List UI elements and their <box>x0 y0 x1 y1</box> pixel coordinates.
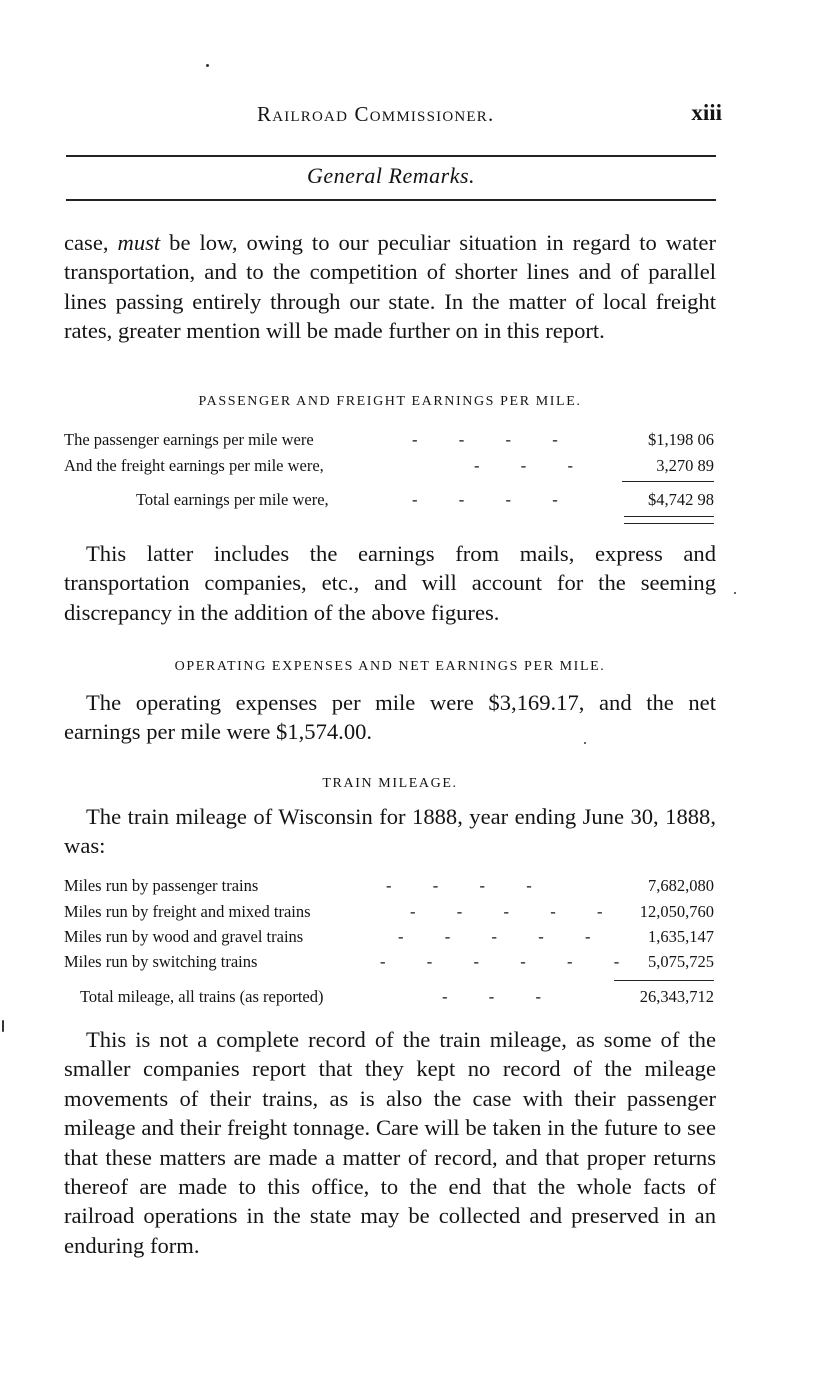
total-amount: 26,343,712 <box>639 987 714 1006</box>
leader-dashes: - - - - - - <box>380 952 620 971</box>
leader-dashes: - - - <box>442 987 541 1006</box>
print-speck <box>206 64 209 67</box>
earnings-note: This latter includes the earnings from mails, express and transportation companies, etc., and will account for the seeming discrepancy in the addition of the above figures. <box>64 541 716 625</box>
train-mileage-intro: The train mileage of Wisconsin for 1888, year ending June 30, 1888, was: <box>64 804 716 859</box>
running-title: Railroad Commissioner. <box>257 102 495 126</box>
intro-text-start: case, <box>64 230 118 255</box>
closing-paragraph: This is not a complete record of the train mileage, as some of the smaller companies report that they kept no record of the mileage movements of their trains, as is also the case with their passenger mileage and their freight tonnage. Care will be taken in the future to see that these matters are made a matter of record, and that proper returns thereof are made to this office, to the end that the whole facts of railroad operations in the state may be collected and preserved in an enduring form. <box>64 1027 716 1258</box>
table-row <box>64 874 716 898</box>
print-speck <box>2 1020 4 1032</box>
leader-dashes: - - - - - <box>398 927 591 946</box>
row-amount: 7,682,080 <box>648 876 714 895</box>
header-rule-top <box>66 155 716 157</box>
table-row <box>64 925 716 949</box>
row-amount: 1,635,147 <box>648 927 714 946</box>
row-label: Miles run by switching trains <box>64 952 258 971</box>
total-row <box>64 985 716 1009</box>
train-mileage-heading: TRAIN MILEAGE. <box>322 776 458 791</box>
leader-dashes: - - - - - <box>410 902 603 921</box>
total-label: Total mileage, all trains (as reported) <box>80 987 324 1006</box>
total-row <box>64 488 716 512</box>
row-label: And the freight earnings per mile were, <box>64 456 324 475</box>
leader-dashes: - - - <box>474 456 573 475</box>
row-label: Miles run by freight and mixed trains <box>64 902 311 921</box>
intro-text-rest: be low, owing to our peculiar situation in regard to water transportation, and to the competition of shorter lines and of parallel lines passing entirely through our state. In the matter of local freight rates, greater mention will be made further on in this report. <box>64 230 716 344</box>
print-speck <box>734 592 736 594</box>
row-label: The passenger earnings per mile were <box>64 430 314 449</box>
total-amount: $4,742 98 <box>648 490 714 509</box>
intro-emphasis: must <box>117 230 161 255</box>
row-amount: 12,050,760 <box>639 902 714 921</box>
row-label: Miles run by wood and gravel trains <box>64 927 304 946</box>
running-head <box>62 100 722 130</box>
table-row <box>64 428 716 452</box>
operating-heading: OPERATING EXPENSES AND NET EARNINGS PER MILE. <box>174 659 606 674</box>
table-row <box>64 900 716 924</box>
total-label: Total earnings per mile were, <box>136 490 329 509</box>
leader-dashes: - - - - <box>412 430 558 449</box>
earnings-heading: PASSENGER AND FREIGHT EARNINGS PER MILE. <box>198 394 582 409</box>
section-heading: General Remarks. <box>306 163 476 188</box>
table-row <box>64 454 716 478</box>
row-amount: 5,075,725 <box>648 952 714 971</box>
page-number: xiii <box>691 100 722 125</box>
table-row <box>64 950 716 974</box>
operating-paragraph: The operating expenses per mile were $3,169.17, and the net earnings per mile were $1,574.00. <box>64 690 716 745</box>
row-amount: 3,270 89 <box>656 456 714 475</box>
header-rule-bottom <box>66 199 716 201</box>
leader-dashes: - - - - <box>412 490 558 509</box>
leader-dashes: - - - - <box>386 876 532 895</box>
intro-paragraph <box>64 228 716 346</box>
total-double-rule <box>624 516 714 524</box>
sum-rule <box>614 980 714 981</box>
row-amount: $1,198 06 <box>648 430 714 449</box>
sum-rule <box>622 481 714 482</box>
row-label: Miles run by passenger trains <box>64 876 259 895</box>
